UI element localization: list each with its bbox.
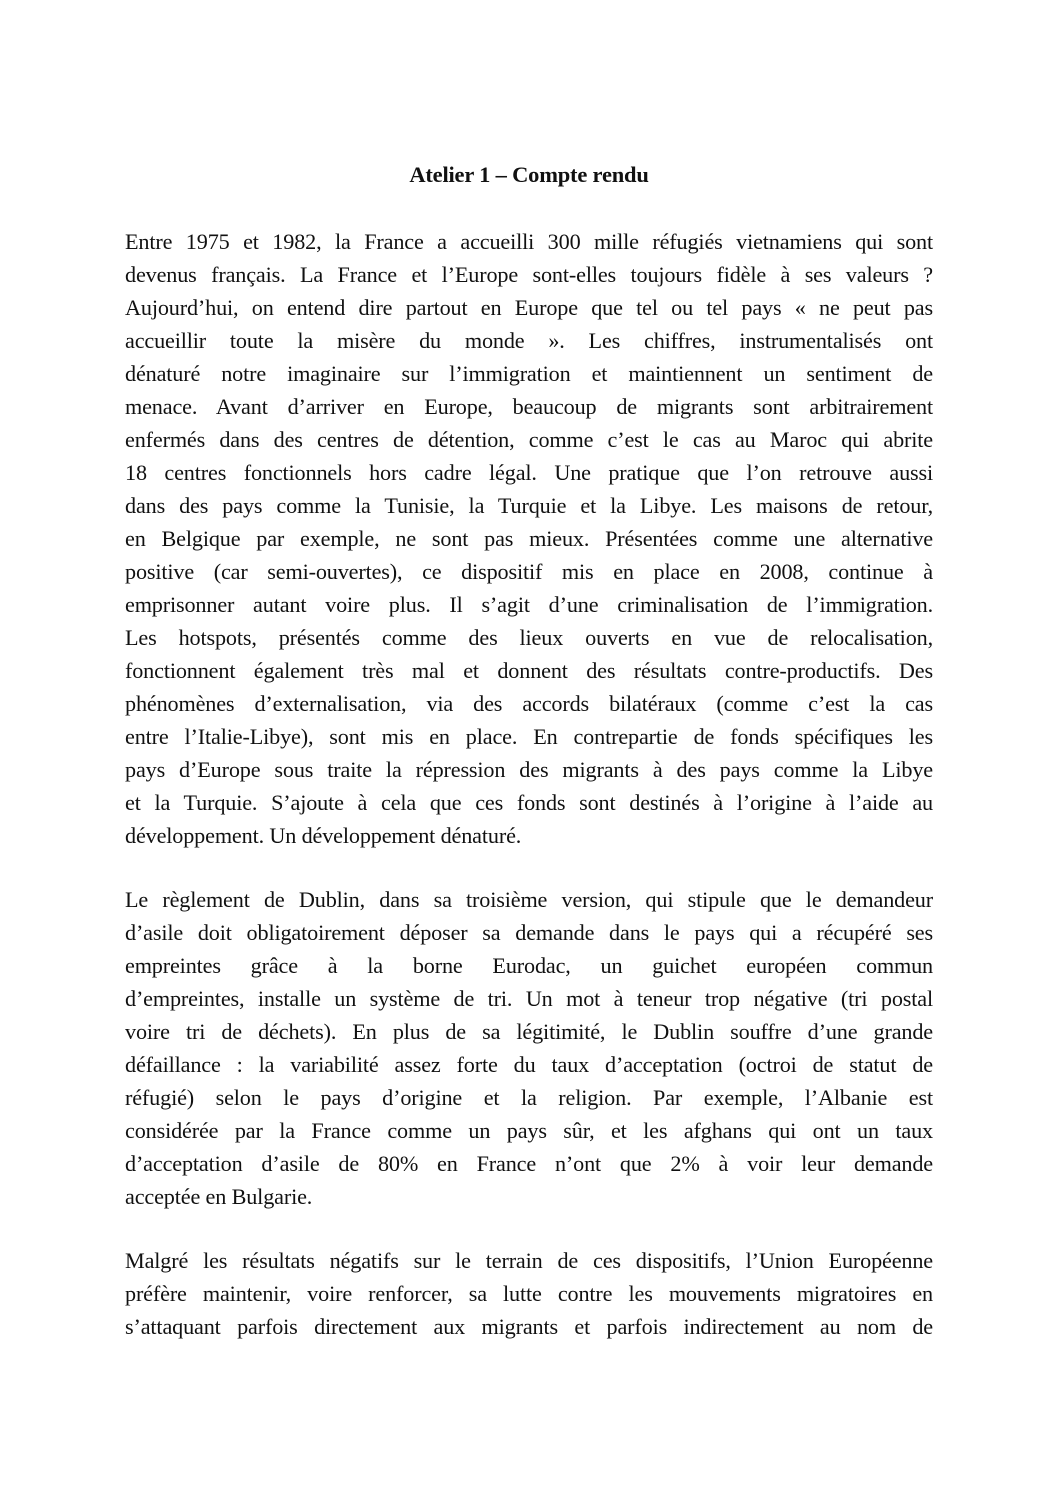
text-line: Les hotspots, présentés comme des lieux ouverts en vue de relocalisation, — [125, 625, 933, 650]
paragraph-3 — [125, 1244, 933, 1343]
text-line: Entre 1975 et 1982, la France a accueilli 300 mille réfugiés vietnamiens qui sont — [125, 229, 933, 254]
document-title: Atelier 1 – Compte rendu — [409, 162, 649, 187]
text-line: phénomènes d’externalisation, via des accords bilatéraux (comme c’est la cas — [125, 691, 933, 716]
text-line: Le règlement de Dublin, dans sa troisième version, qui stipule que le demandeur — [125, 887, 933, 912]
text-line: 18 centres fonctionnels hors cadre légal. Une pratique que l’on retrouve aussi — [125, 460, 933, 485]
paragraph-2 — [125, 883, 933, 1213]
text-line: Aujourd’hui, on entend dire partout en Europe que tel ou tel pays « ne peut pas — [125, 295, 933, 320]
paragraph-1 — [125, 225, 933, 852]
text-line: préfère maintenir, voire renforcer, sa lutte contre les mouvements migratoires en — [125, 1281, 933, 1306]
text-line: pays d’Europe sous traite la répression des migrants à des pays comme la Libye — [125, 757, 933, 782]
text-line: réfugié) selon le pays d’origine et la religion. Par exemple, l’Albanie est — [125, 1085, 933, 1110]
text-line: enfermés dans des centres de détention, comme c’est le cas au Maroc qui abrite — [125, 427, 933, 452]
text-line: acceptée en Bulgarie. — [125, 1184, 313, 1209]
text-line: empreintes grâce à la borne Eurodac, un guichet européen commun — [125, 953, 933, 978]
text-line: et la Turquie. S’ajoute à cela que ces fonds sont destinés à l’origine à l’aide au — [125, 790, 933, 815]
text-line: positive (car semi-ouvertes), ce dispositif mis en place en 2008, continue à — [125, 559, 933, 584]
text-line: dénaturé notre imaginaire sur l’immigration et maintiennent un sentiment de — [125, 361, 933, 386]
text-line: d’asile doit obligatoirement déposer sa demande dans le pays qui a récupéré ses — [125, 920, 933, 945]
text-line: emprisonner autant voire plus. Il s’agit d’une criminalisation de l’immigration. — [125, 592, 933, 617]
text-line: défaillance : la variabilité assez forte du taux d’acceptation (octroi de statut de — [125, 1052, 933, 1077]
text-line: considérée par la France comme un pays sûr, et les afghans qui ont un taux — [125, 1118, 933, 1143]
text-line: en Belgique par exemple, ne sont pas mieux. Présentées comme une alternative — [125, 526, 933, 551]
text-line: accueillir toute la misère du monde ». Les chiffres, instrumentalisés ont — [125, 328, 933, 353]
text-line: s’attaquant parfois directement aux migrants et parfois indirectement au nom de — [125, 1314, 933, 1339]
text-line: d’empreintes, installe un système de tri. Un mot à teneur trop négative (tri postal — [125, 986, 933, 1011]
text-line: menace. Avant d’arriver en Europe, beaucoup de migrants sont arbitrairement — [125, 394, 933, 419]
text-line: fonctionnent également très mal et donnent des résultats contre-productifs. Des — [125, 658, 933, 683]
text-line: entre l’Italie-Libye), sont mis en place. En contrepartie de fonds spécifiques les — [125, 724, 933, 749]
text-line: d’acceptation d’asile de 80% en France n’ont que 2% à voir leur demande — [125, 1151, 933, 1176]
text-line: dans des pays comme la Tunisie, la Turquie et la Libye. Les maisons de retour, — [125, 493, 933, 518]
text-line: Malgré les résultats négatifs sur le terrain de ces dispositifs, l’Union Européenne — [125, 1248, 933, 1273]
text-line: développement. Un développement dénaturé. — [125, 823, 522, 848]
text-line: voire tri de déchets). En plus de sa légitimité, le Dublin souffre d’une grande — [125, 1019, 933, 1044]
text-line: devenus français. La France et l’Europe sont-elles toujours fidèle à ses valeurs ? — [125, 262, 933, 287]
